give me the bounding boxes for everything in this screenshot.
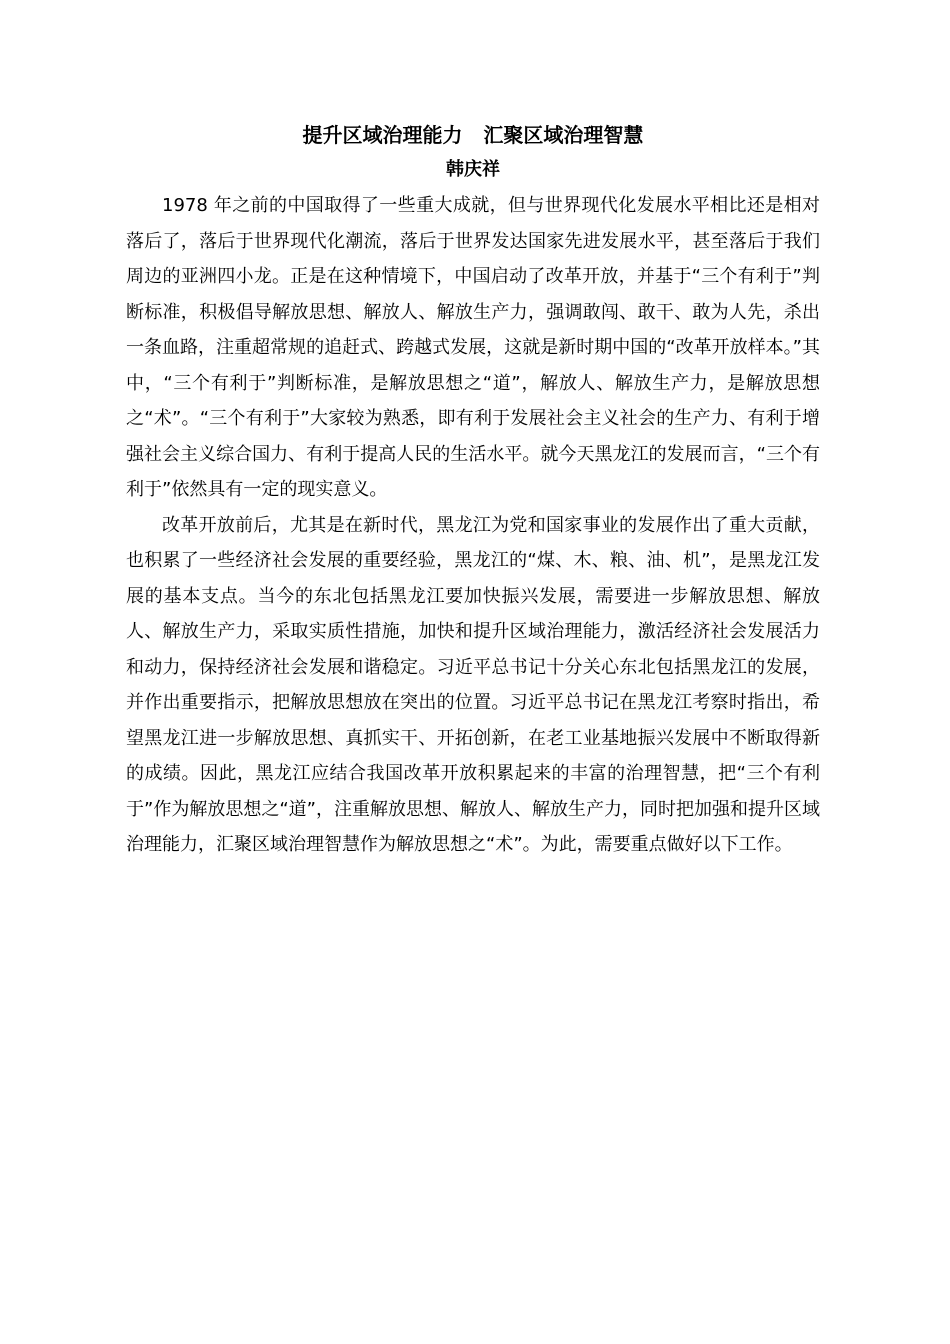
document-title: 提升区域治理能力 汇聚区域治理智慧 [302, 123, 644, 147]
paragraph-1: 1978 年之前的中国取得了一些重大成就，但与世界现代化发展水平相比还是相对落后了，落后于世界现代化潮流，落后于世界发达国家先进发展水平，甚至落后于我们周边的亚洲四小龙。正是在这种情境下，中国启动了改革开放，并基于“三个有利于”判断标准，积极倡导解放思想、解放人、解放生产力，强调敢闯、敢干、敢为人先，杀出一条血路，注重超常规的追赶式、跨越式发展，这就是新时期中国的“改革开放样本。”其中，“三个有利于”判断标准，是解放思想之“道”，解放人、解放生产力，是解放思想之“术”。“三个有利于”大家较为熟悉，即有利于发展社会主义社会的生产力、有利于增强社会主义综合国力、有利于提高人民的生活水平。就今天黑龙江的发展而言，“三个有利于”依然具有一定的现实意义。 [126, 195, 820, 500]
document-body [126, 118, 820, 863]
document-author: 韩庆祥 [446, 159, 500, 180]
paragraph-2: 改革开放前后，尤其是在新时代，黑龙江为党和国家事业的发展作出了重大贡献，也积累了一些经济社会发展的重要经验，黑龙江的“煤、木、粮、油、机”，是黑龙江发展的基本支点。当今的东北包括黑龙江要加快振兴发展，需要进一步解放思想、解放人、解放生产力，采取实质性措施，加快和提升区域治理能力，激活经济社会发展活力和动力，保持经济社会发展和谐稳定。习近平总书记十分关心东北包括黑龙江的发展，并作出重要指示，把解放思想放在突出的位置。习近平总书记在黑龙江考察时指出，希望黑龙江进一步解放思想、真抓实干、开拓创新，在老工业基地振兴发展中不断取得新的成绩。因此，黑龙江应结合我国改革开放积累起来的丰富的治理智慧，把“三个有利于”作为解放思想之“道”，注重解放思想、解放人、解放生产力，同时把加强和提升区域治理能力，汇聚区域治理智慧作为解放思想之“术”。为此，需要重点做好以下工作。 [126, 514, 820, 855]
